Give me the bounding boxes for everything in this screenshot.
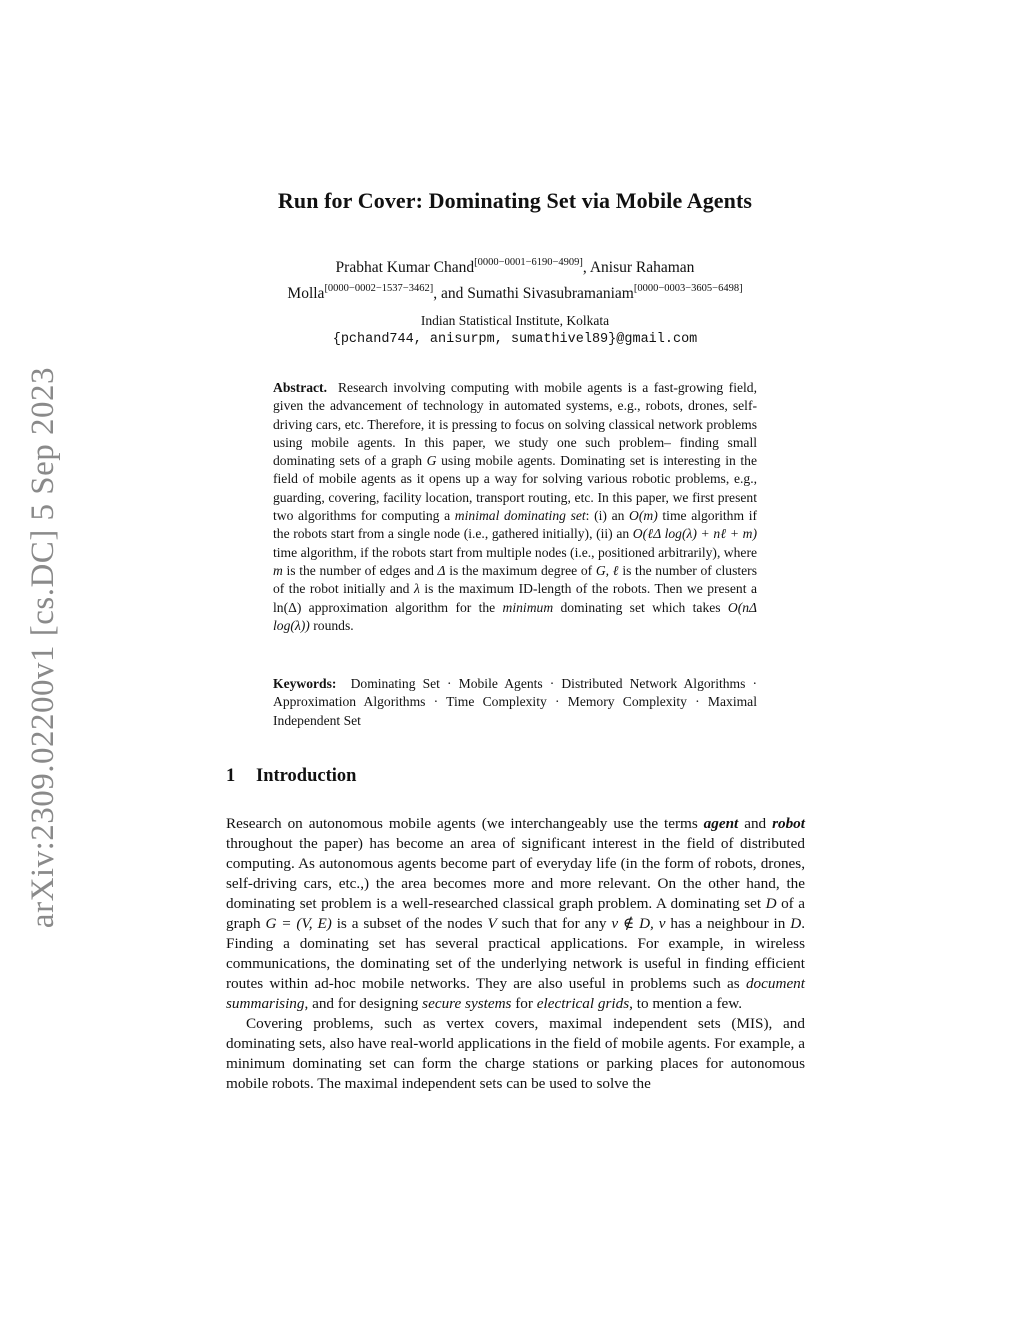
math-inline: D — [790, 915, 802, 932]
abstract-label: Abstract. — [273, 380, 327, 395]
math-inline: ln(Δ) — [273, 599, 302, 615]
body-emphasis: secure systems — [422, 995, 512, 1012]
abstract-text: is the maximum ID-length of the robots. Then we present a — [419, 581, 757, 597]
paper-title: Run for Cover: Dominating Set via Mobile Agents — [277, 188, 753, 213]
keywords-text: Dominating Set · Mobile Agents · Distributed Network Algorithms · Approximation Algorithms · Time Complexity · Memory Complexity · Maximal Independent Set — [273, 676, 758, 728]
keywords — [273, 675, 757, 730]
math-inline: G, ℓ — [595, 562, 619, 578]
term-emphasis: robot — [772, 815, 805, 832]
abstract-text: time algorithm, if the robots start from multiple nodes (i.e., positioned arbitrarily), where — [273, 544, 757, 560]
body-emphasis: document summarising — [226, 975, 805, 1012]
math-inline: O(nΔ log(λ)) — [273, 599, 757, 633]
author-list — [200, 252, 830, 304]
abstract-text: Research involving computing with mobile agents is a fast-growing field, given the advancement of technology in automated systems, e.g., robots, drones, self-driving cars, etc. Therefore, it is pressing to focus on solving classical network problems using mobile agents. In this paper, we study one such problem– finding small dominating sets of a graph — [273, 380, 757, 469]
abstract-text: is the number of clusters of the robot initially and — [273, 562, 758, 597]
author-separator: , — [582, 259, 590, 276]
abstract-text: : (i) an — [585, 508, 630, 524]
abstract-text: rounds. — [309, 617, 354, 633]
orcid-id[interactable]: [0000−0003−3605−6498] — [633, 283, 743, 294]
intro-paragraph: Covering problems, such as vertex covers, maximal independent sets (MIS), and dominating sets, also have real-world applications in the field of mobile agents. For example, a minimum dominating set can form the charge stations or parking places for autonomous mobile robots. The maximal independent sets can be used to solve the — [226, 1015, 805, 1092]
body-text: has a neighbour in — [665, 915, 791, 932]
math-inline: V — [487, 915, 497, 932]
abstract — [273, 379, 757, 635]
body-text: for — [511, 995, 537, 1012]
author-separator: , and — [433, 285, 468, 302]
math-inline: G = (V, E) — [265, 915, 332, 932]
abstract-emphasis: minimum — [502, 599, 554, 615]
body-text: , and for designing — [304, 995, 423, 1012]
intro-body — [226, 814, 805, 1094]
math-inline: λ — [413, 581, 420, 597]
abstract-emphasis: minimal dominating set — [454, 508, 586, 524]
affiliation — [200, 311, 830, 349]
orcid-id[interactable]: [0000−0001−6190−4909] — [474, 257, 583, 268]
author-name: Prabhat Kumar Chand — [335, 259, 475, 276]
math-inline: m — [273, 562, 283, 578]
abstract-text: time algorithm if the robots start from a single node (i.e., gathered initially), (ii) an — [273, 508, 758, 542]
arxiv-stamp — [16, 365, 72, 930]
abstract-text: using mobile agents. Dominating set is interesting in the field of mobile agents as it opens up a way for solving various robotic problems, e.g., guarding, covering, facility location, transport routing, etc. In this paper, we first present two algorithms for computing a — [273, 453, 757, 524]
author-name: Molla — [287, 285, 325, 302]
author-name: Anisur Rahaman — [589, 259, 695, 276]
institute-name: Indian Statistical Institute, Kolkata — [420, 313, 610, 328]
intro-paragraph — [226, 814, 805, 1014]
abstract-text: is the number of edges and — [282, 562, 438, 578]
math-inline: v ∉ D, v — [611, 915, 666, 932]
section-title: Introduction — [256, 766, 357, 786]
body-text: such that for any — [496, 915, 612, 932]
body-text: of a graph — [226, 895, 805, 932]
abstract-text: is the maximum degree of — [445, 562, 596, 578]
math-inline: O(ℓΔ log(λ) + nℓ + m) — [632, 526, 757, 542]
body-text: throughout the paper) has become an area of significant interest in the field of distributed computing. As autonomous agents become part of everyday life (in the form of robots, drones, self-driving cars, etc.,) the area becomes more and more relevant. On the other hand, the dominating set problem is a well-researched classical graph problem. A dominating set — [226, 835, 805, 912]
math-inline: O(m) — [629, 508, 658, 524]
body-text: . Finding a dominating set has several practical applications. For example, in wireless communications, the dominating set of the underlying network is useful in finding efficient routes within ad-hoc mobile networks. They are also useful in problems such as — [226, 915, 805, 992]
math-inline: Δ — [437, 562, 446, 578]
keywords-label: Keywords: — [273, 676, 337, 691]
section-heading — [226, 766, 356, 787]
term-emphasis: agent — [703, 815, 739, 832]
abstract-text: approximation algorithm for the — [301, 599, 503, 615]
body-text: and — [738, 815, 773, 832]
math-inline: G — [426, 453, 437, 469]
body-text: Research on autonomous mobile agents (we interchangeably use the terms — [226, 815, 704, 832]
author-emails[interactable]: {pchand744, anisurpm, sumathivel89}@gmail.com — [332, 332, 698, 347]
body-text: is a subset of the nodes — [331, 915, 488, 932]
body-text: , to mention a few. — [629, 995, 743, 1012]
orcid-id[interactable]: [0000−0002−1537−3462] — [324, 283, 434, 294]
author-name: Sumathi Sivasubramaniam — [467, 285, 634, 302]
body-emphasis: electrical grids — [536, 995, 630, 1012]
math-inline: D — [765, 895, 777, 912]
section-number: 1 — [226, 766, 236, 786]
abstract-text: dominating set which takes — [553, 599, 728, 615]
abstract-paragraph — [273, 379, 757, 635]
arxiv-stamp-text: arXiv:2309.02200v1 [cs.DC] 5 Sep 2023 — [25, 366, 62, 929]
